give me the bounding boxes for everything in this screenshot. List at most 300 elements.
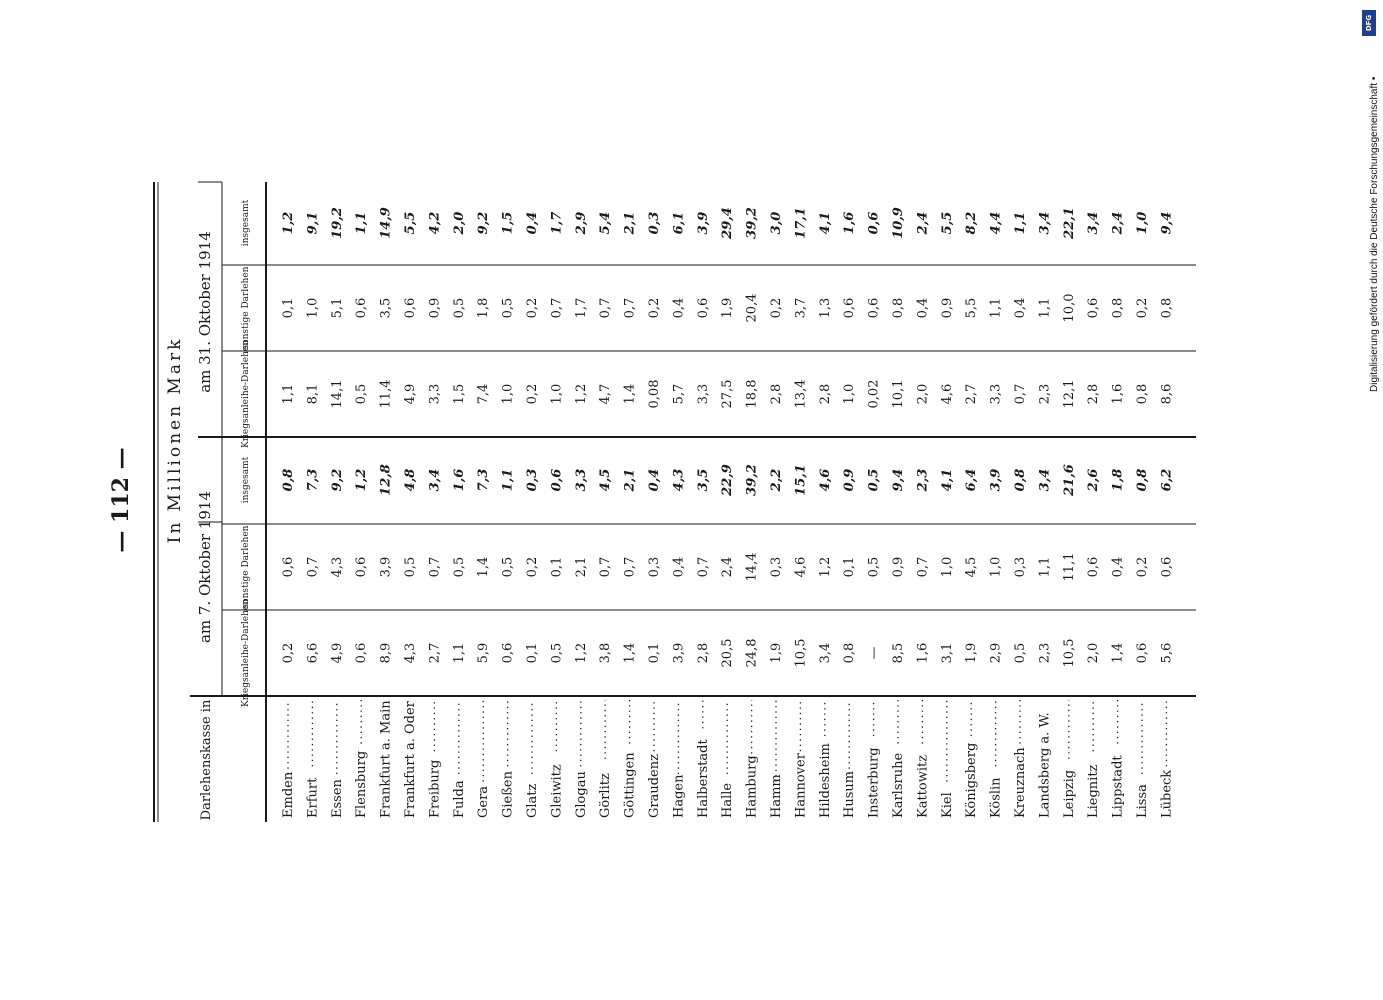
cell-b: 0,9 bbox=[891, 556, 906, 578]
cell-d: 2,8 bbox=[817, 383, 833, 405]
cell-c: 1,1 bbox=[500, 468, 516, 492]
cell-d: 4,9 bbox=[403, 383, 418, 405]
cell-a: 5,9 bbox=[476, 642, 492, 664]
table-row bbox=[1013, 212, 1028, 818]
cell-e: 1,0 bbox=[305, 297, 321, 319]
table-row bbox=[1159, 212, 1174, 818]
cell-b: 0,7 bbox=[427, 556, 443, 578]
cell-f: 10,9 bbox=[891, 207, 906, 239]
cell-a: 5,6 bbox=[1159, 642, 1175, 664]
cell-c: 2,1 bbox=[622, 468, 638, 492]
dfg-credit: Digitalisierung gefördert durch die Deutsche Forschungsgemeinschaft • bbox=[1369, 76, 1380, 392]
cell-e: 1,7 bbox=[573, 297, 589, 319]
cell-d: 2,3 bbox=[1037, 383, 1053, 405]
cell-b: 2,1 bbox=[573, 556, 589, 578]
cell-e: 5,5 bbox=[964, 297, 980, 319]
cell-f: 4,4 bbox=[988, 211, 1004, 235]
table-row bbox=[720, 207, 735, 818]
cell-c: 7,3 bbox=[305, 468, 321, 492]
cell-e: 0,6 bbox=[866, 297, 882, 319]
cell-e: 0,2 bbox=[1135, 297, 1150, 319]
cell-e: 20,4 bbox=[744, 293, 760, 323]
row-name: Lissa bbox=[1135, 784, 1150, 818]
row-name: Hamburg bbox=[744, 755, 760, 818]
cell-f: 39,2 bbox=[744, 207, 760, 239]
cell-d: 8,1 bbox=[305, 383, 321, 405]
table-row bbox=[671, 212, 686, 818]
cell-d: 4,7 bbox=[598, 383, 614, 405]
cell-c: 2,6 bbox=[1086, 468, 1102, 492]
cell-d: 3,3 bbox=[427, 383, 443, 405]
cell-a: 0,8 bbox=[842, 642, 858, 664]
cell-c: 3,3 bbox=[573, 468, 589, 492]
row-name: Erfurt bbox=[305, 777, 321, 818]
header-first-col: Darlehenskasse in bbox=[199, 699, 214, 821]
table-row bbox=[769, 212, 784, 818]
cell-c: 1,2 bbox=[354, 468, 370, 492]
cell-f: 0,6 bbox=[866, 211, 882, 235]
cell-a: 1,9 bbox=[769, 642, 784, 664]
cell-b: 0,2 bbox=[1135, 556, 1150, 578]
table-row bbox=[525, 212, 540, 818]
cell-e: 0,5 bbox=[451, 297, 467, 319]
cell-c: 2,2 bbox=[769, 468, 784, 492]
cell-b: 0,5 bbox=[866, 556, 882, 578]
cell-f: 2,1 bbox=[622, 211, 638, 235]
cell-b: 1,1 bbox=[1037, 556, 1053, 578]
cell-e: 0,8 bbox=[1159, 297, 1175, 319]
cell-d: 4,6 bbox=[939, 383, 955, 405]
cell-b: 0,3 bbox=[647, 556, 662, 578]
cell-c: 0,9 bbox=[842, 468, 858, 492]
cell-a: 4,3 bbox=[403, 642, 418, 664]
cell-c: 4,8 bbox=[403, 468, 418, 492]
row-name: Kreuznach bbox=[1013, 747, 1028, 818]
cell-f: 29,4 bbox=[720, 207, 736, 239]
cell-f: 1,5 bbox=[500, 211, 516, 235]
row-name: Essen bbox=[329, 779, 345, 818]
cell-f: 0,4 bbox=[525, 211, 540, 235]
dfg-sidebar bbox=[1362, 10, 1380, 392]
table-header bbox=[165, 199, 251, 820]
cell-e: 0,6 bbox=[403, 297, 418, 319]
cell-f: 2,9 bbox=[573, 211, 589, 235]
cell-d: 3,3 bbox=[695, 383, 711, 405]
cell-c: 1,6 bbox=[451, 468, 467, 492]
cell-f: 5,5 bbox=[403, 211, 418, 235]
cell-d: 3,3 bbox=[988, 383, 1004, 405]
cell-d: 2,8 bbox=[1086, 383, 1102, 405]
table-row bbox=[745, 207, 760, 818]
cell-a: 10,5 bbox=[793, 638, 809, 668]
cell-d: 1,1 bbox=[281, 383, 296, 405]
table-row bbox=[647, 212, 662, 818]
cell-e: 0,7 bbox=[598, 297, 614, 319]
cell-c: 15,1 bbox=[793, 464, 809, 496]
table-row bbox=[330, 207, 345, 818]
row-name: Flensburg bbox=[354, 750, 370, 818]
cell-e: 0,9 bbox=[427, 297, 443, 319]
row-name: Insterburg bbox=[866, 747, 882, 818]
cell-b: 0,1 bbox=[549, 556, 565, 578]
cell-a: 3,8 bbox=[598, 642, 614, 664]
cell-a: 8,5 bbox=[891, 642, 906, 664]
cell-a: 3,1 bbox=[939, 642, 955, 664]
cell-d: 2,0 bbox=[915, 383, 931, 405]
cell-a: 8,9 bbox=[378, 642, 394, 664]
cell-b: 0,7 bbox=[305, 556, 321, 578]
cell-a: 0,6 bbox=[1135, 642, 1150, 664]
cell-e: 3,7 bbox=[793, 297, 809, 319]
cell-a: 0,5 bbox=[1013, 642, 1028, 664]
table-row bbox=[623, 212, 638, 818]
cell-d: 2,7 bbox=[964, 383, 980, 405]
cell-a: 0,5 bbox=[549, 642, 565, 664]
cell-d: 18,8 bbox=[744, 379, 760, 409]
table-row bbox=[574, 212, 589, 818]
row-name: Königsberg bbox=[964, 742, 980, 818]
header-unit: In Millionen Mark bbox=[165, 336, 185, 544]
cell-b: 4,3 bbox=[329, 556, 345, 578]
cell-d: 7,4 bbox=[476, 383, 492, 405]
table-row bbox=[1135, 212, 1150, 818]
table-row bbox=[1037, 212, 1052, 818]
cell-c: 39,2 bbox=[744, 464, 760, 496]
cell-e: 0,5 bbox=[500, 297, 516, 319]
row-name: Göttingen bbox=[622, 752, 638, 818]
row-name: Halberstadt bbox=[695, 739, 711, 818]
table-row bbox=[940, 212, 955, 818]
table-row bbox=[818, 212, 833, 818]
cell-b: 0,6 bbox=[1086, 556, 1102, 578]
cell-e: 1,8 bbox=[476, 297, 492, 319]
cell-a: 0,2 bbox=[281, 642, 296, 664]
header-period-1: am 7. Oktober 1914 bbox=[196, 490, 214, 644]
cell-d: 11,4 bbox=[378, 379, 394, 409]
row-name: Hagen bbox=[671, 774, 687, 818]
cell-a: 3,4 bbox=[817, 642, 833, 664]
cell-a: 1,4 bbox=[622, 642, 638, 664]
cell-f: 1,7 bbox=[549, 211, 565, 235]
cell-d: 0,08 bbox=[647, 379, 662, 409]
row-name: Görlitz bbox=[598, 773, 614, 818]
cell-b: 4,6 bbox=[793, 556, 809, 578]
cell-e: 0,4 bbox=[671, 297, 687, 319]
row-name: Karlsruhe bbox=[891, 752, 906, 818]
cell-d: 0,02 bbox=[866, 379, 882, 409]
cell-c: 1,8 bbox=[1110, 468, 1126, 492]
cell-a: 1,2 bbox=[573, 642, 589, 664]
cell-b: 4,5 bbox=[964, 556, 980, 578]
table-row bbox=[476, 212, 491, 818]
cell-c: 3,4 bbox=[427, 468, 443, 492]
cell-c: 4,1 bbox=[939, 468, 955, 492]
cell-b: 0,7 bbox=[915, 556, 931, 578]
cell-b: 0,5 bbox=[451, 556, 467, 578]
cell-c: 6,2 bbox=[1159, 468, 1175, 492]
cell-e: 0,2 bbox=[525, 297, 540, 319]
cell-b: 0,1 bbox=[842, 556, 858, 578]
cell-c: 3,9 bbox=[988, 468, 1004, 492]
cell-c: 0,5 bbox=[866, 468, 882, 492]
row-name: Frankfurt a. Main bbox=[378, 700, 394, 818]
cell-d: 0,5 bbox=[354, 383, 370, 405]
cell-f: 5,5 bbox=[939, 211, 955, 235]
cell-f: 8,2 bbox=[964, 211, 980, 235]
cell-f: 3,4 bbox=[1086, 211, 1102, 235]
cell-f: 0,3 bbox=[647, 211, 662, 235]
header-period-2: am 31. Oktober 1914 bbox=[196, 231, 214, 393]
cell-b: 0,4 bbox=[671, 556, 687, 578]
row-name: Kattowitz bbox=[915, 754, 931, 818]
cell-c: 6,4 bbox=[964, 468, 980, 492]
cell-a: 1,4 bbox=[1110, 642, 1126, 664]
table-row bbox=[1111, 212, 1126, 818]
row-name: Glogau bbox=[573, 771, 589, 818]
colhead-sonstige-2: sonstige Darlehen bbox=[241, 266, 251, 350]
cell-c: 0,6 bbox=[549, 468, 565, 492]
cell-b: 0,5 bbox=[500, 556, 516, 578]
cell-a: 1,9 bbox=[964, 642, 980, 664]
cell-c: 0,8 bbox=[1135, 468, 1150, 492]
colhead-kriegsanleihe-1: Kriegsanleihe-Darlehen bbox=[241, 598, 251, 708]
cell-a: 20,5 bbox=[720, 638, 736, 668]
cell-e: 0,6 bbox=[695, 297, 711, 319]
cell-c: 0,4 bbox=[647, 468, 662, 492]
row-name: Graudenz bbox=[647, 754, 662, 818]
table-row bbox=[379, 207, 394, 818]
table-row bbox=[305, 212, 320, 818]
cell-b: 3,9 bbox=[378, 556, 394, 578]
cell-e: 0,4 bbox=[915, 297, 931, 319]
cell-d: 12,1 bbox=[1061, 379, 1077, 409]
row-name: Fulda bbox=[451, 780, 467, 818]
cell-f: 1,2 bbox=[281, 211, 296, 235]
row-name: Halle bbox=[720, 782, 736, 818]
row-name: Leipzig bbox=[1061, 769, 1077, 818]
cell-c: 0,8 bbox=[281, 468, 296, 492]
cell-e: 0,9 bbox=[939, 297, 955, 319]
cell-c: 4,6 bbox=[817, 468, 833, 492]
row-name: Köslin bbox=[988, 777, 1004, 818]
table-row bbox=[915, 212, 930, 818]
cell-e: 0,6 bbox=[354, 297, 370, 319]
cell-e: 0,6 bbox=[1086, 297, 1102, 319]
cell-d: 1,0 bbox=[842, 383, 858, 405]
colhead-kriegsanleihe-2: Kriegsanleihe-Darlehen bbox=[241, 339, 251, 449]
cell-a: 24,8 bbox=[744, 638, 760, 668]
cell-e: 10,0 bbox=[1061, 293, 1077, 323]
cell-f: 5,4 bbox=[598, 211, 614, 235]
cell-e: 0,8 bbox=[1110, 297, 1126, 319]
row-name: Liegnitz bbox=[1086, 764, 1102, 818]
cell-a: 6,6 bbox=[305, 642, 321, 664]
cell-f: 3,4 bbox=[1037, 211, 1053, 235]
cell-f: 17,1 bbox=[793, 207, 809, 239]
cell-e: 0,8 bbox=[891, 297, 906, 319]
cell-d: 1,2 bbox=[573, 383, 589, 405]
cell-d: 1,0 bbox=[500, 383, 516, 405]
row-name: Husum bbox=[842, 770, 858, 818]
cell-b: 0,3 bbox=[769, 556, 784, 578]
cell-a: 10,5 bbox=[1061, 638, 1077, 668]
colhead-insgesamt-1: insgesamt bbox=[241, 456, 251, 504]
table-body bbox=[281, 207, 1174, 818]
cell-c: 4,5 bbox=[598, 468, 614, 492]
cell-f: 9,4 bbox=[1159, 211, 1175, 235]
cell-f: 1,0 bbox=[1135, 211, 1150, 235]
cell-e: 1,1 bbox=[988, 297, 1004, 319]
cell-c: 2,3 bbox=[915, 468, 931, 492]
cell-d: 10,1 bbox=[891, 379, 906, 409]
cell-a: 0,6 bbox=[354, 642, 370, 664]
cell-b: 0,3 bbox=[1013, 556, 1028, 578]
table-row bbox=[501, 212, 516, 818]
cell-f: 6,1 bbox=[671, 211, 687, 235]
cell-a: 4,9 bbox=[329, 642, 345, 664]
table-row bbox=[1062, 207, 1077, 818]
cell-f: 14,9 bbox=[378, 207, 394, 239]
table-row bbox=[549, 212, 564, 818]
table-row bbox=[403, 212, 418, 818]
cell-a: 0,1 bbox=[525, 642, 540, 664]
cell-b: 0,6 bbox=[281, 556, 296, 578]
cell-f: 3,9 bbox=[695, 211, 711, 235]
cell-e: 0,7 bbox=[549, 297, 565, 319]
cell-c: 3,5 bbox=[695, 468, 711, 492]
cell-c: 0,3 bbox=[525, 468, 540, 492]
cell-a: 1,1 bbox=[451, 642, 467, 664]
cell-b: 0,5 bbox=[403, 556, 418, 578]
cell-a: 0,6 bbox=[500, 642, 516, 664]
cell-d: 1,0 bbox=[549, 383, 565, 405]
cell-d: 27,5 bbox=[720, 379, 736, 409]
cell-f: 1,6 bbox=[842, 211, 858, 235]
row-name: Freiburg bbox=[427, 759, 443, 818]
table-row bbox=[989, 212, 1004, 818]
cell-e: 3,5 bbox=[378, 297, 394, 319]
cell-b: 0,2 bbox=[525, 556, 540, 578]
cell-a: 2,0 bbox=[1086, 642, 1102, 664]
cell-f: 9,2 bbox=[476, 211, 492, 235]
cell-f: 2,0 bbox=[451, 211, 467, 235]
table-row bbox=[1086, 212, 1101, 818]
table-row bbox=[354, 212, 369, 818]
cell-f: 3,0 bbox=[769, 211, 784, 235]
row-name: Landsberg a. W. bbox=[1037, 712, 1053, 818]
cell-a: 1,6 bbox=[915, 642, 931, 664]
row-name: Glatz bbox=[525, 783, 540, 818]
row-name: Hildesheim bbox=[817, 743, 833, 818]
cell-e: 0,2 bbox=[769, 297, 784, 319]
cell-b: 2,4 bbox=[720, 556, 736, 578]
cell-c: 3,4 bbox=[1037, 468, 1053, 492]
cell-d: 2,8 bbox=[769, 383, 784, 405]
row-name: Emden bbox=[281, 771, 296, 818]
cell-b: 1,2 bbox=[817, 556, 833, 578]
cell-c: 4,3 bbox=[671, 468, 687, 492]
cell-b: 0,7 bbox=[695, 556, 711, 578]
row-name: Gera bbox=[476, 785, 492, 818]
row-name: Gießen bbox=[500, 771, 516, 818]
cell-d: 1,6 bbox=[1110, 383, 1126, 405]
cell-d: 0,8 bbox=[1135, 383, 1150, 405]
cell-a: 0,1 bbox=[647, 642, 662, 664]
cell-b: 0,7 bbox=[598, 556, 614, 578]
cell-a: — bbox=[866, 646, 882, 660]
cell-d: 13,4 bbox=[793, 379, 809, 409]
cell-b: 0,7 bbox=[622, 556, 638, 578]
table-row bbox=[964, 212, 979, 818]
cell-f: 22,1 bbox=[1061, 207, 1077, 239]
colhead-sonstige-1: sonstige Darlehen bbox=[241, 525, 251, 609]
cell-d: 0,7 bbox=[1013, 383, 1028, 405]
row-name: Gleiwitz bbox=[549, 764, 565, 818]
cell-c: 12,8 bbox=[378, 464, 394, 496]
cell-b: 1,0 bbox=[939, 556, 955, 578]
cell-b: 1,0 bbox=[988, 556, 1004, 578]
row-name: Kiel bbox=[939, 792, 955, 818]
table-row bbox=[696, 212, 711, 818]
cell-f: 1,1 bbox=[354, 211, 370, 235]
cell-b: 14,4 bbox=[744, 552, 760, 582]
cell-a: 3,9 bbox=[671, 642, 687, 664]
cell-d: 14,1 bbox=[329, 379, 345, 409]
cell-f: 1,1 bbox=[1013, 211, 1028, 235]
cell-e: 1,1 bbox=[1037, 297, 1053, 319]
cell-f: 4,2 bbox=[427, 211, 443, 235]
table-row bbox=[598, 212, 613, 818]
cell-d: 1,4 bbox=[622, 383, 638, 405]
table-row bbox=[867, 212, 882, 818]
cell-e: 5,1 bbox=[329, 297, 345, 319]
cell-e: 0,4 bbox=[1013, 297, 1028, 319]
cell-c: 22,9 bbox=[720, 464, 736, 496]
cell-d: 5,7 bbox=[671, 383, 687, 405]
cell-b: 0,4 bbox=[1110, 556, 1126, 578]
cell-e: 0,2 bbox=[647, 297, 662, 319]
colhead-insgesamt-2: insgesamt bbox=[241, 199, 251, 247]
cell-f: 2,4 bbox=[915, 211, 931, 235]
page-number: — 112 — bbox=[108, 447, 134, 553]
cell-e: 0,7 bbox=[622, 297, 638, 319]
cell-a: 2,8 bbox=[695, 642, 711, 664]
cell-e: 0,1 bbox=[281, 297, 296, 319]
cell-c: 9,4 bbox=[891, 468, 906, 492]
cell-d: 8,6 bbox=[1159, 383, 1175, 405]
cell-a: 2,7 bbox=[427, 642, 443, 664]
row-name: Hannover bbox=[793, 753, 809, 818]
table-row bbox=[891, 207, 906, 818]
cell-c: 0,8 bbox=[1013, 468, 1028, 492]
table-row bbox=[427, 212, 442, 818]
cell-d: 1,5 bbox=[451, 383, 467, 405]
cell-c: 9,2 bbox=[329, 468, 345, 492]
cell-b: 1,4 bbox=[476, 556, 492, 578]
cell-f: 9,1 bbox=[305, 211, 321, 235]
dfg-logo: DFG bbox=[1362, 10, 1376, 36]
table-row bbox=[842, 212, 857, 818]
cell-d: 0,2 bbox=[525, 383, 540, 405]
cell-e: 1,3 bbox=[817, 297, 833, 319]
cell-c: 21,6 bbox=[1061, 464, 1077, 496]
cell-b: 0,6 bbox=[354, 556, 370, 578]
cell-a: 2,9 bbox=[988, 642, 1004, 664]
cell-e: 0,6 bbox=[842, 297, 858, 319]
table-row bbox=[793, 207, 808, 818]
cell-f: 4,1 bbox=[817, 211, 833, 235]
cell-a: 2,3 bbox=[1037, 642, 1053, 664]
